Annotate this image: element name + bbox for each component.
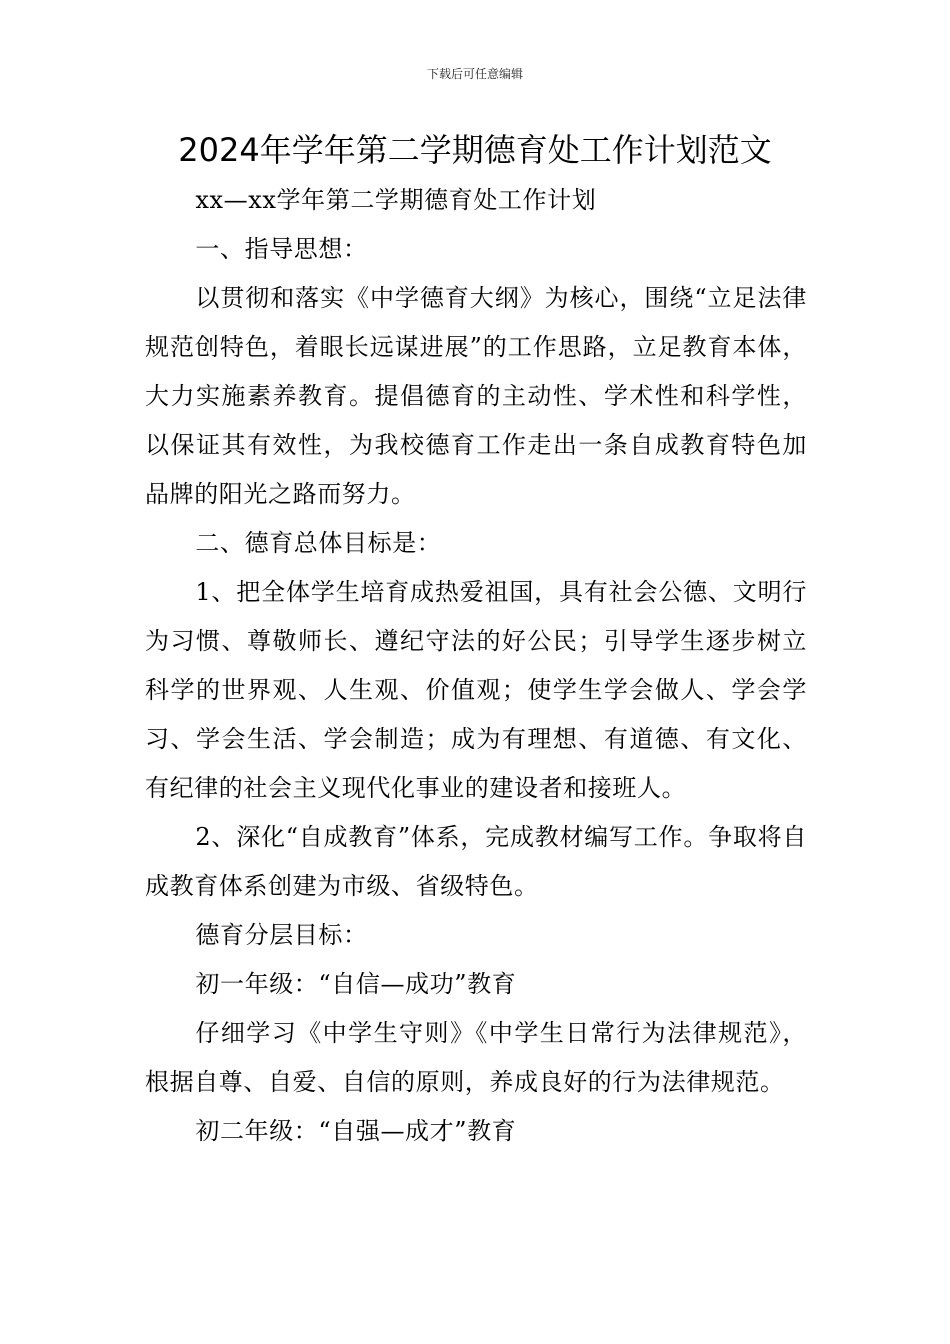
subtitle-paragraph: xx—xx学年第二学期德育处工作计划 — [195, 186, 597, 214]
grade-two-heading: 初二年级：“自强—成才”教育 — [195, 1117, 517, 1145]
body-paragraph: 1、把全体学生培育成热爱祖国，具有社会公德、文明行为习惯、尊敬师长、遵纪守法的好公民；引导学生逐步树立科学的世界观、人生观、价值观；使学生学会做人、学会学习、学会生活、学会制造；成为有理想、有道德、有文化、有纪律的社会主义现代化事业的建设者和接班人。 — [145, 578, 807, 802]
page-header-note: 下载后可任意编辑 — [426, 67, 523, 81]
grade-one-heading: 初一年级：“自信—成功”教育 — [195, 970, 517, 998]
document-title: 2024年学年第二学期德育处工作计划范文 — [178, 131, 772, 169]
body-paragraph: 2、深化“自成教育”体系，完成教材编写工作。争取将自成教育体系创建为市级、省级特色。 — [145, 823, 807, 900]
section-heading-overall-goals: 二、德育总体目标是： — [195, 529, 442, 557]
section-heading-guiding-thought: 一、指导思想： — [195, 235, 368, 263]
body-paragraph: 以贯彻和落实《中学德育大纲》为核心，围绕“立足法律规范创特色，着眼长远谋进展”的工作思路，立足教育本体，大力实施素养教育。提倡德育的主动性、学术性和科学性，以保证其有效性，为我校德育工作走出一条自成教育特色加品牌的阳光之路而努力。 — [145, 284, 807, 508]
body-paragraph: 仔细学习《中学生守则》《中学生日常行为法律规范》，根据自尊、自爱、自信的原则，养成良好的行为法律规范。 — [145, 1019, 807, 1096]
section-heading-layered-goals: 德育分层目标： — [195, 921, 368, 949]
document-body — [145, 176, 807, 1156]
